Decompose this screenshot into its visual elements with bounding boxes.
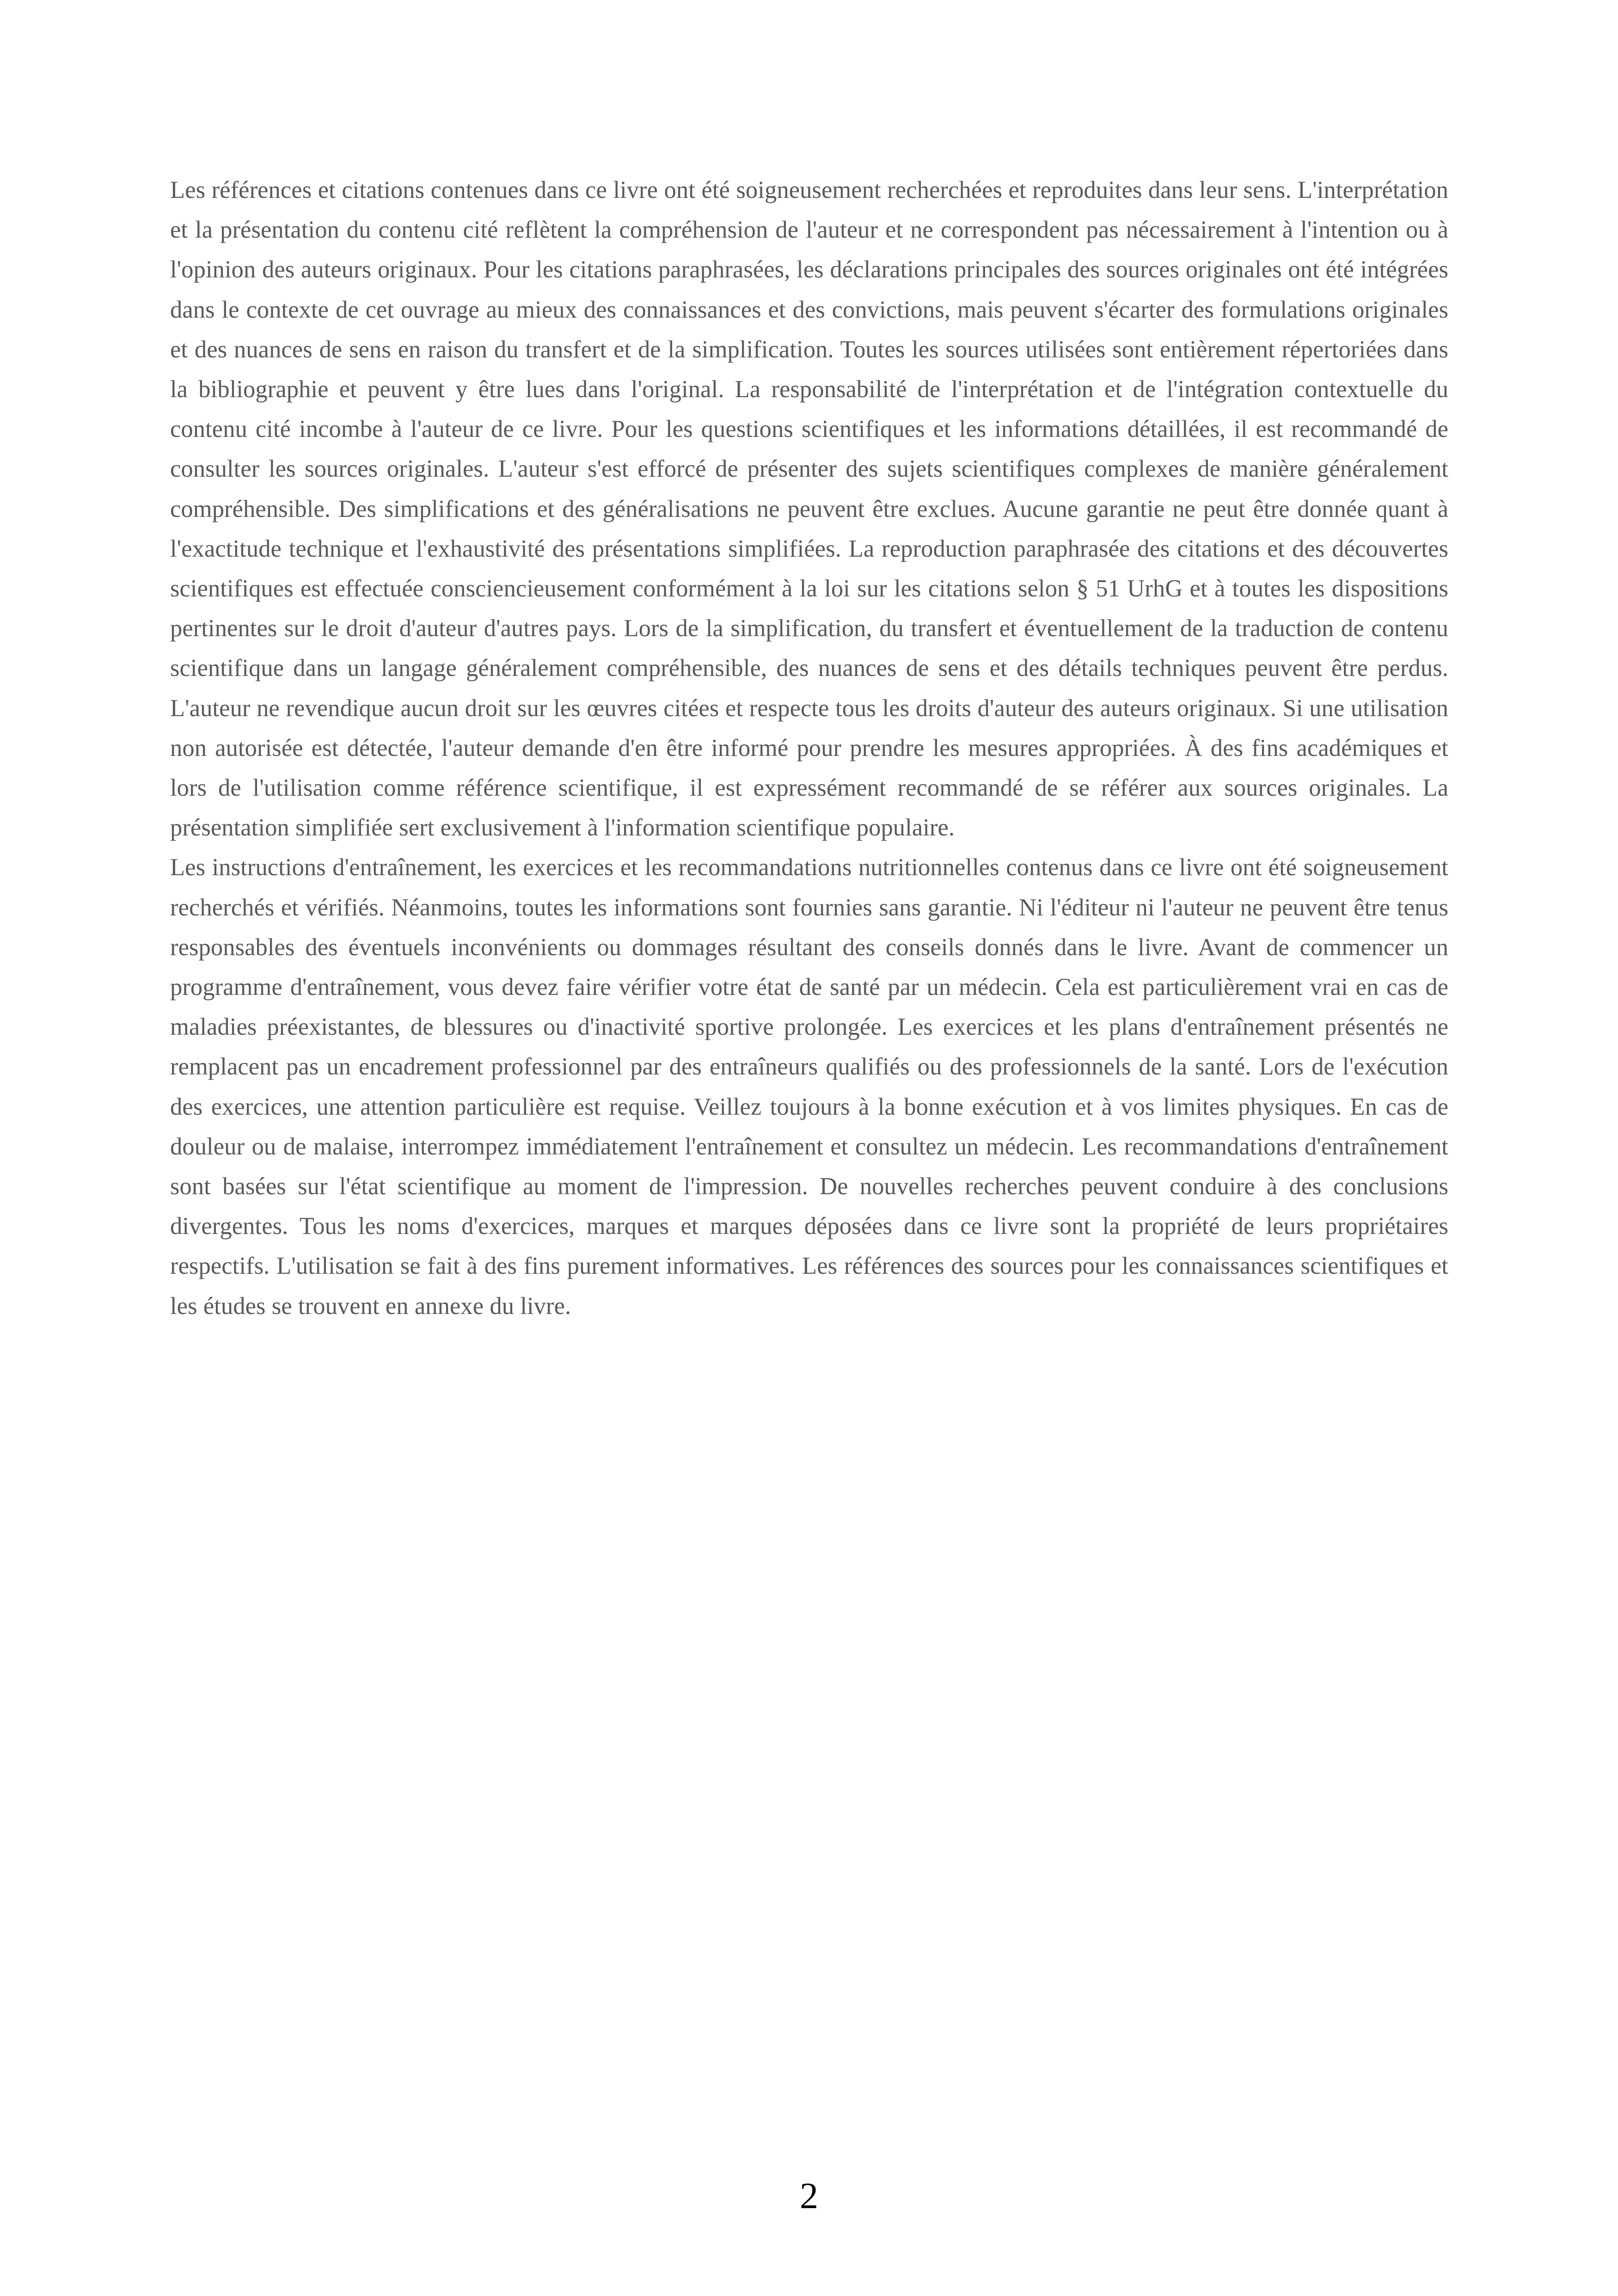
paragraph-citations-disclaimer: Les références et citations contenues dans ce livre ont été soigneusement recherchées et reproduites dans leur sens. L'interprétation et la présentation du contenu cité reflètent la compréhension de l'auteur et ne correspondent pas nécessairement à l'intention ou à l'opinion des auteurs originaux. Pour les citations paraphrasées, les déclarations principales des sources originales ont été intégrées dans le contexte de cet ouvrage au mieux des connaissances et des convictions, mais peuvent s'écarter des formulations originales et des nuances de sens en raison du transfert et de la simplification. Toutes les sources utilisées sont entièrement répertoriées dans la bibliographie et peuvent y être lues dans l'original. La responsabilité de l'interprétation et de l'intégration contextuelle du contenu cité incombe à l'auteur de ce livre. Pour les questions scientifiques et les informations détaillées, il est recommandé de consulter les sources originales. L'auteur s'est efforcé de présenter des sujets scientifiques complexes de manière généralement compréhensible. Des simplifications et des généralisations ne peuvent être exclues. Aucune garantie ne peut être donnée quant à l'exactitude technique et l'exhaustivité des présentations simplifiées. La reproduction paraphrasée des citations et des découvertes scientifiques est effectuée consciencieusement conformément à la loi sur les citations selon § 51 UrhG et à toutes les dispositions pertinentes sur le droit d'auteur d'autres pays. Lors de la simplification, du transfert et éventuellement de la traduction de contenu scientifique dans un langage généralement compréhensible, des nuances de sens et des détails techniques peuvent être perdus. L'auteur ne revendique aucun droit sur les œuvres citées et respecte tous les droits d'auteur des auteurs originaux. Si une utilisation non autorisée est détectée, l'auteur demande d'en être informé pour prendre les mesures appropriées. À des fins académiques et lors de l'utilisation comme référence scientifique, il est expressément recommandé de se référer aux sources originales. La présentation simplifiée sert exclusivement à l'information scientifique populaire. <box>170 177 1448 841</box>
page-number: 2 <box>800 2176 818 2216</box>
body-text <box>170 170 1448 1326</box>
paragraph-training-disclaimer: Les instructions d'entraînement, les exercices et les recommandations nutritionnelles contenus dans ce livre ont été soigneusement recherchés et vérifiés. Néanmoins, toutes les informations sont fournies sans garantie. Ni l'éditeur ni l'auteur ne peuvent être tenus responsables des éventuels inconvénients ou dommages résultant des conseils donnés dans le livre. Avant de commencer un programme d'entraînement, vous devez faire vérifier votre état de santé par un médecin. Cela est particulièrement vrai en cas de maladies préexistantes, de blessures ou d'inactivité sportive prolongée. Les exercices et les plans d'entraînement présentés ne remplacent pas un encadrement professionnel par des entraîneurs qualifiés ou des professionnels de la santé. Lors de l'exécution des exercices, une attention particulière est requise. Veillez toujours à la bonne exécution et à vos limites physiques. En cas de douleur ou de malaise, interrompez immédiatement l'entraînement et consultez un médecin. Les recommandations d'entraînement sont basées sur l'état scientifique au moment de l'impression. De nouvelles recherches peuvent conduire à des conclusions divergentes. Tous les noms d'exercices, marques et marques déposées dans ce livre sont la propriété de leurs propriétaires respectifs. L'utilisation se fait à des fins purement informatives. Les références des sources pour les connaissances scientifiques et les études se trouvent en annexe du livre. <box>170 854 1448 1320</box>
